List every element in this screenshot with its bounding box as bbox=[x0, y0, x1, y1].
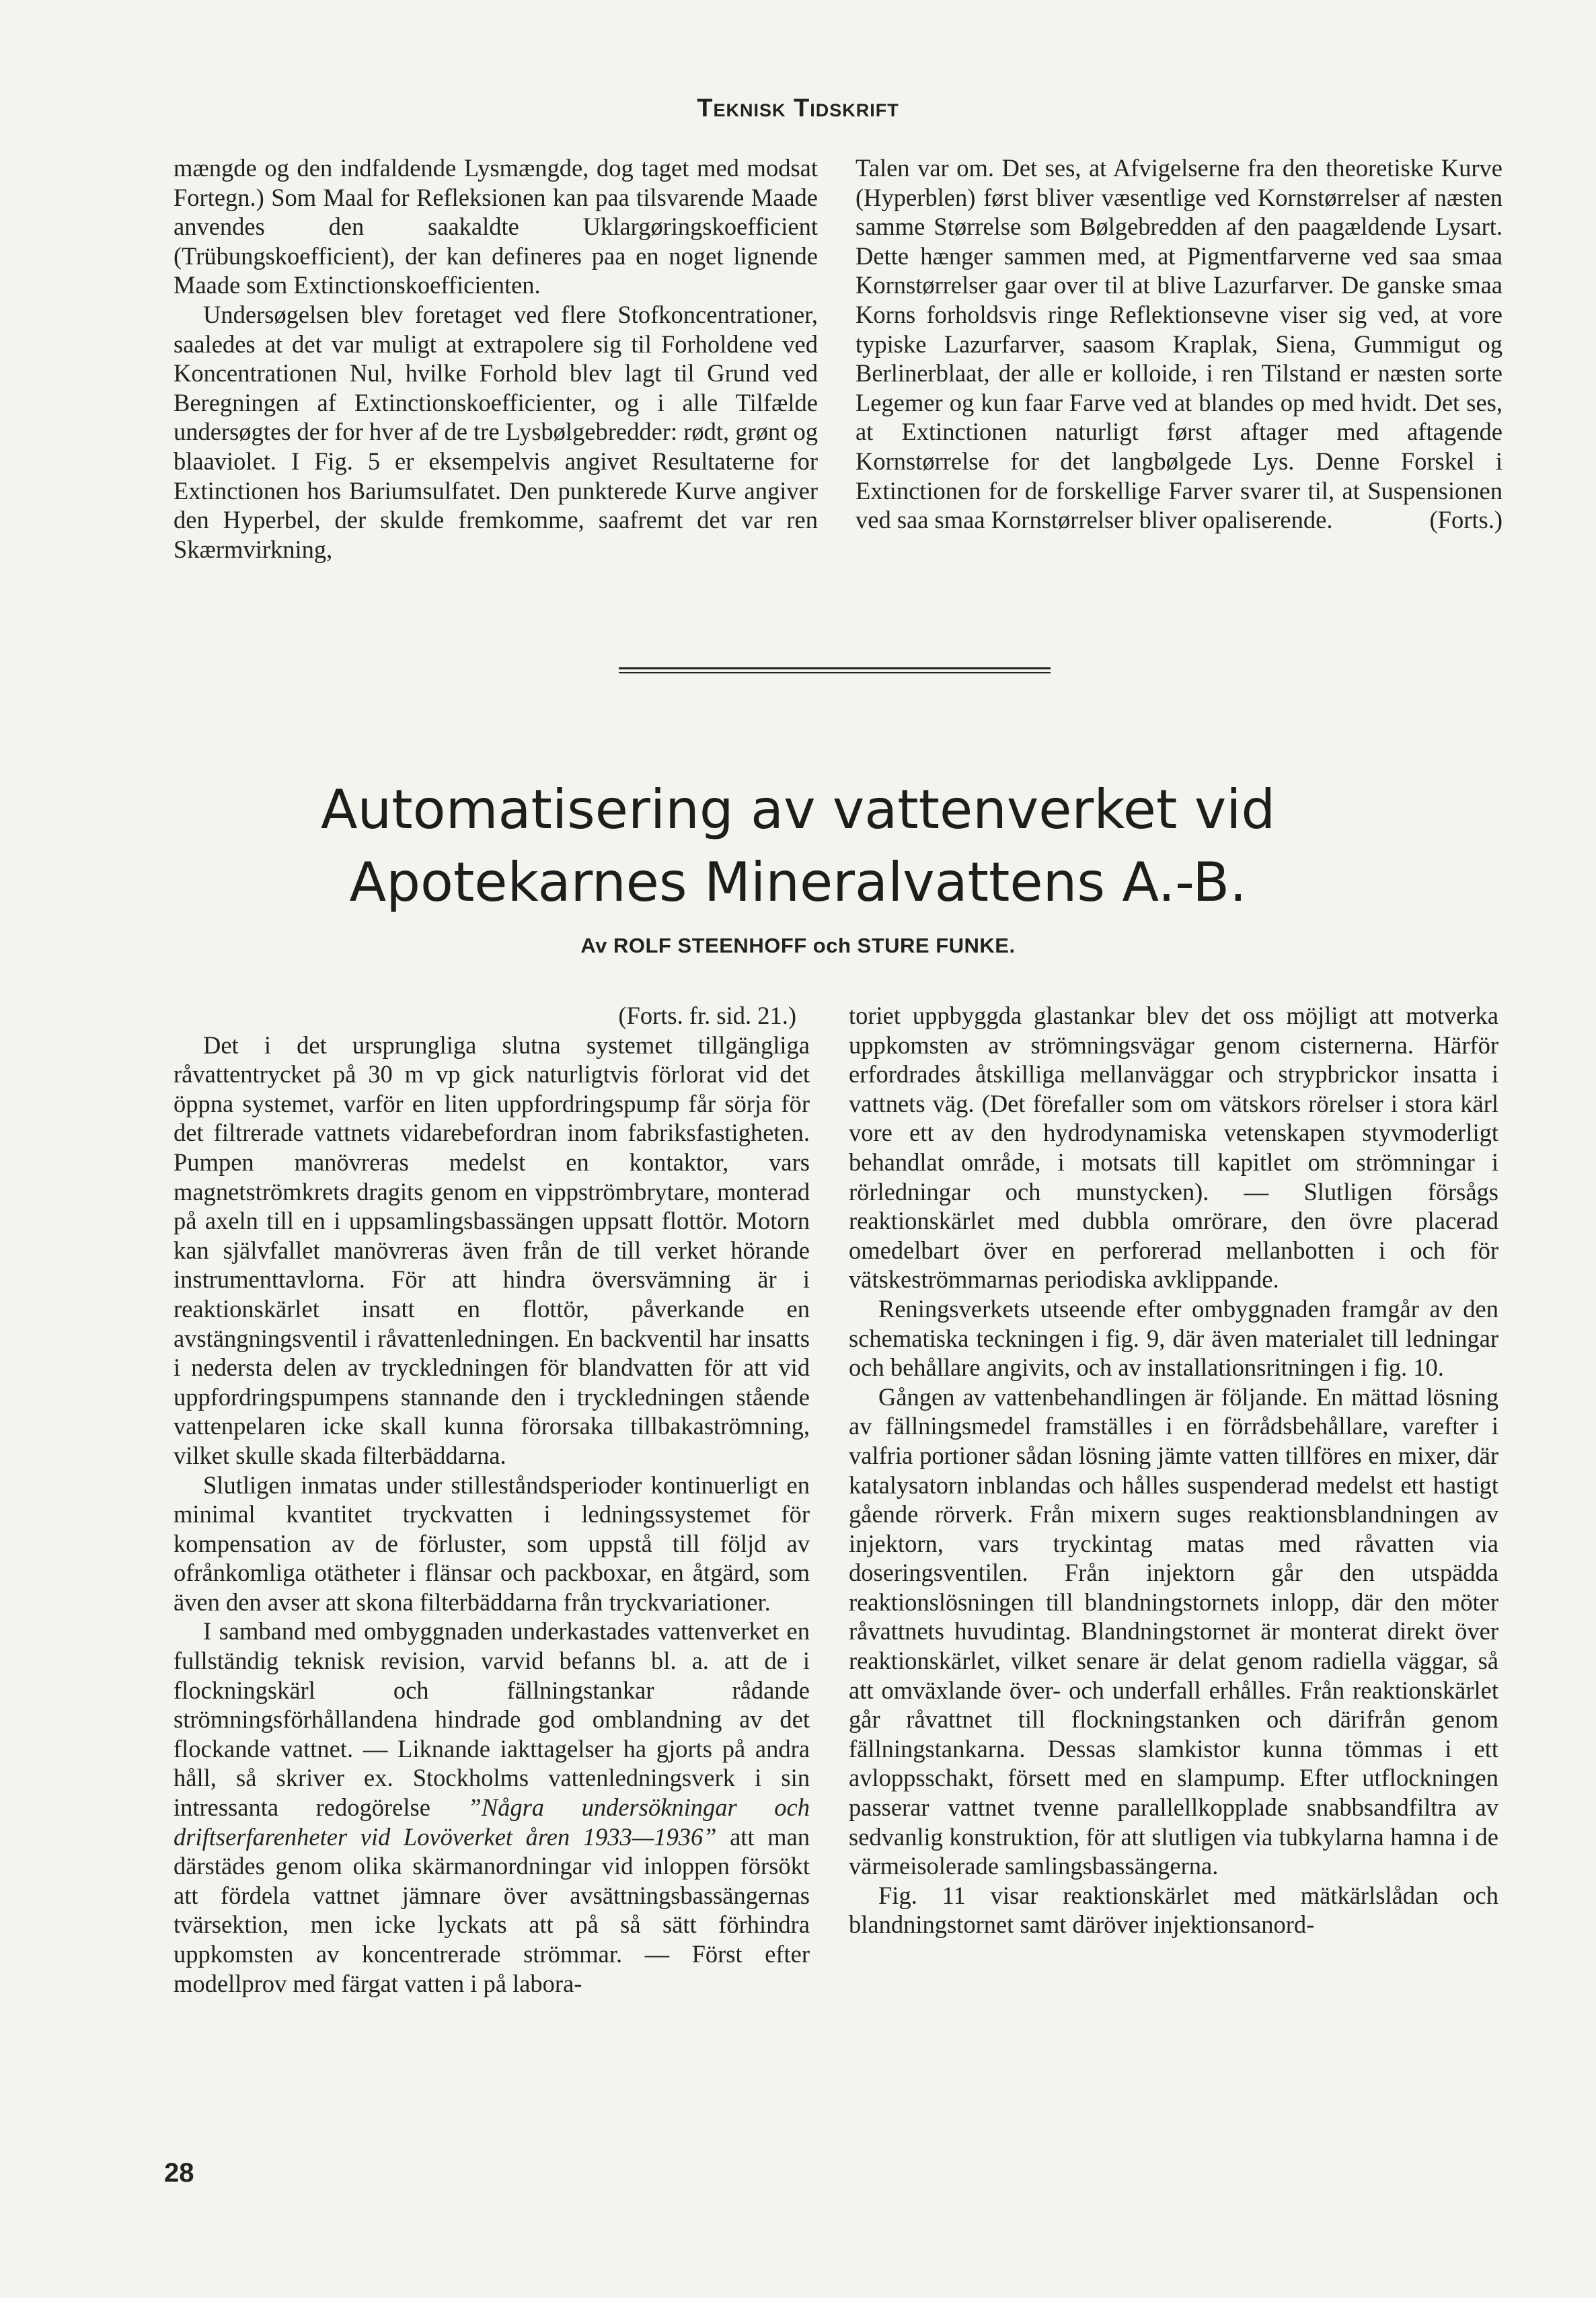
running-head: Teknisk Tidskrift bbox=[697, 94, 899, 122]
paragraph: Gången av vattenbehandlingen är följande. En mättad lösning av fällningsmedel framställes i en förrådsbehållare, varefter i valfria portioner sådan lösning jämte vatten tillföres en mixer, där katalysatorn inblandas och hålles suspenderad medelst ett hastigt gående rörverk. Från mixern suges reaktionsblandningen av injektorn, vars tryckintag matas med råvatten via doseringsventilen. Från injektorn går den utspädda reaktionslösningen till blandningstornets inlopp, där den möter råvattnets huvudintag. Blandningstornet är monterat direkt över reaktionskärlet, vilket senare är delat genom radiella väggar, så att omväxlande över- och underfall erhålles. Från reaktionskärlet går råvattnet till flockningstanken och därifrån genom fällningstankarna. Dessas slamkistor kunna tömmas i ett avloppsschakt, försett med en slampump. Efter utflockningen passerar vattnet tvenne parallellkopplade snabbsandfiltra av sedvanlig konstruktion, för att slutligen via tubkylarna hamna i de värmeisolerade samlingsbassängerna. bbox=[849, 1382, 1498, 1880]
bottom-left-column bbox=[174, 1001, 810, 1998]
paragraph-text: att man därstädes genom olika skärmanordningar vid inloppen försökt att fördela vattnet jämnare över avsättningsbassängernas tvärsektion, men icke lyckats att på så sätt förhindra uppkomsten av koncentrerade strömmar. — Först efter modellprov med färgat vatten i på labora- bbox=[174, 1822, 810, 1997]
top-right-column bbox=[856, 153, 1503, 535]
paragraph-text: Talen var om. Det ses, at Afvigelserne fra den theoretiske Kurve (Hyperblen) først bliver væsentlige ved Kornstørrelser af næsten samme Størrelse som Bølgebredden af den paagældende Lysart. Dette hænger sammen med, at Pigmentfarverne ved saa smaa Kornstørrelser gaar over til at blive Lazurfarver. De ganske smaa Korns forholdsvis ringe Reflektionsevne viser sig ved, at vore typiske Lazurfarver, saasom Kraplak, Siena, Gummigut og Berlinerblaat, der alle er kolloide, i ren Tilstand er næsten sorte Legemer og kun faar Farve ved at blandes op med hvidt. Det ses, at Extinctionen naturligt først aftager med aftagende Kornstørrelse for det langbølgede Lys. Denne Forskel i Extinctionen for de forskellige Farver svarer til, at Suspensionen ved saa smaa Kornstørrelser bliver opaliserende. bbox=[856, 154, 1503, 534]
paragraph: Reningsverkets utseende efter ombyggnaden framgår av den schematiska teckningen i fig. 9, där även materialet till ledningar och behållare angivits, och av installationsritningen i fig. 10. bbox=[849, 1294, 1498, 1382]
continued-note bbox=[174, 1001, 810, 1031]
paragraph: mængde og den indfaldende Lysmængde, dog taget med modsat Fortegn.) Som Maal for Refleksionen kan paa tilsvarende Maade anvendes den saakaldte Uklargøringskoefficient (Trübungskoefficient), der kan defineres paa en noget lignende Maade som Extinctionskoefficienten. bbox=[174, 154, 818, 299]
paragraph: Slutligen inmatas under stilleståndsperioder kontinuerligt en minimal kvantitet tryckvatten i ledningssystemet för kompensation av de förluster, som uppstå till följd av ofrånkomliga otätheter i flänsar och packboxar, en åtgärd, som även den avser att skona filterbäddarna från tryckvariationer. bbox=[174, 1471, 810, 1616]
byline: Av ROLF STEENHOFF och STURE FUNKE. bbox=[580, 934, 1016, 957]
article-title-line: Automatisering av vattenverket vid bbox=[320, 778, 1276, 841]
top-left-column bbox=[174, 153, 818, 564]
paragraph: Det i det ursprungliga slutna systemet tillgängliga råvattentrycket på 30 m vp gick naturligtvis förlorat vid det öppna systemet, varför en liten uppfordringspump får sörja för det filtrerade vattnets vidarebefordran inom fabriksfastigheten. Pumpen manövreras medelst en kontaktor, vars magnetströmkrets dragits genom en vippströmbrytare, monterad på axeln till en i uppsamlingsbassängen uppsatt flottör. Motorn kan självfallet manövreras även från de till verket hörande instrumenttavlorna. För att hindra översvämning är i reaktionskärlet insatt en flottör, påverkande en avstängningsventil i råvattenledningen. En backventil har insatts i nedersta delen av tryckledningen för blandvatten för att vid uppfordringspumpens stannande den i tryckledningen stående vattenpelaren icke skall kunna förorsaka tillbakaströmning, vilket skulle skada filterbäddarna. bbox=[174, 1031, 810, 1469]
paragraph: toriet uppbyggda glastankar blev det oss möjligt att motverka uppkomsten av strömningsvägar genom cisternerna. Härför erfordrades åtskilliga mellanväggar och strypbrickor insatta i vattnets väg. (Det förefaller som om vätskors rörelser i stora kärl vore ett av den hydrodynamiska vetenskapen styvmoderligt behandlat område, i motsats till kapitlet om strömningar i rörledningar och munstycken). — Slutligen försågs reaktionskärlet med dubbla omrörare, den övre placerad omedelbart över en perforerad mellanbotten i och för vätskeströmmarnas periodiska avklippande. bbox=[849, 1002, 1498, 1294]
section-divider bbox=[619, 667, 1051, 673]
paragraph: Fig. 11 visar reaktionskärlet med mätkärlslådan och blandningstornet samt däröver injektionsanord- bbox=[849, 1881, 1498, 1939]
continued-note-text: (Forts. fr. sid. 21.) bbox=[618, 1002, 796, 1029]
paragraph: Undersøgelsen blev foretaget ved flere Stofkoncentrationer, saaledes at det var muligt at extrapolere sig til Forholdene ved Koncentrationen Nul, hvilke Forhold blev lagt til Grund ved Beregningen af Extinctionskoefficienter, og i alle Tilfælde undersøgtes der for hver af de tre Lysbølgebredder: rødt, grønt og blaaviolet. I Fig. 5 er eksempelvis angivet Resultaterne for Extinctionen hos Bariumsulfatet. Den punkterede Kurve angiver den Hyperbel, der skulde fremkomme, saafremt det var ren Skærmvirkning, bbox=[174, 300, 818, 563]
article-title-line: Apotekarnes Mineralvattens A.-B. bbox=[349, 851, 1247, 914]
paragraph bbox=[174, 1617, 810, 1998]
paragraph-text: I samband med ombyggnaden underkastades vattenverket en fullständig teknisk revision, varvid befanns bl. a. att de i flockningskärl och fällningstankar rådande strömningsförhållandena hindrade god omblandning av det flockande vattnet. — Liknande iakttagelser ha gjorts på andra håll, så skriver ex. Stockholms vattenledningsverk i sin intressanta redogörelse bbox=[174, 1617, 810, 1822]
bottom-right-column bbox=[849, 1001, 1498, 1939]
paragraph bbox=[856, 153, 1503, 535]
cited-title: ”Några undersökningar och driftserfarenheter vid Lovöverket åren 1933—1936” bbox=[174, 1793, 810, 1851]
article-title bbox=[0, 774, 1596, 919]
continuation-mark: (Forts.) bbox=[1429, 506, 1503, 534]
page-number: 28 bbox=[164, 2158, 194, 2188]
